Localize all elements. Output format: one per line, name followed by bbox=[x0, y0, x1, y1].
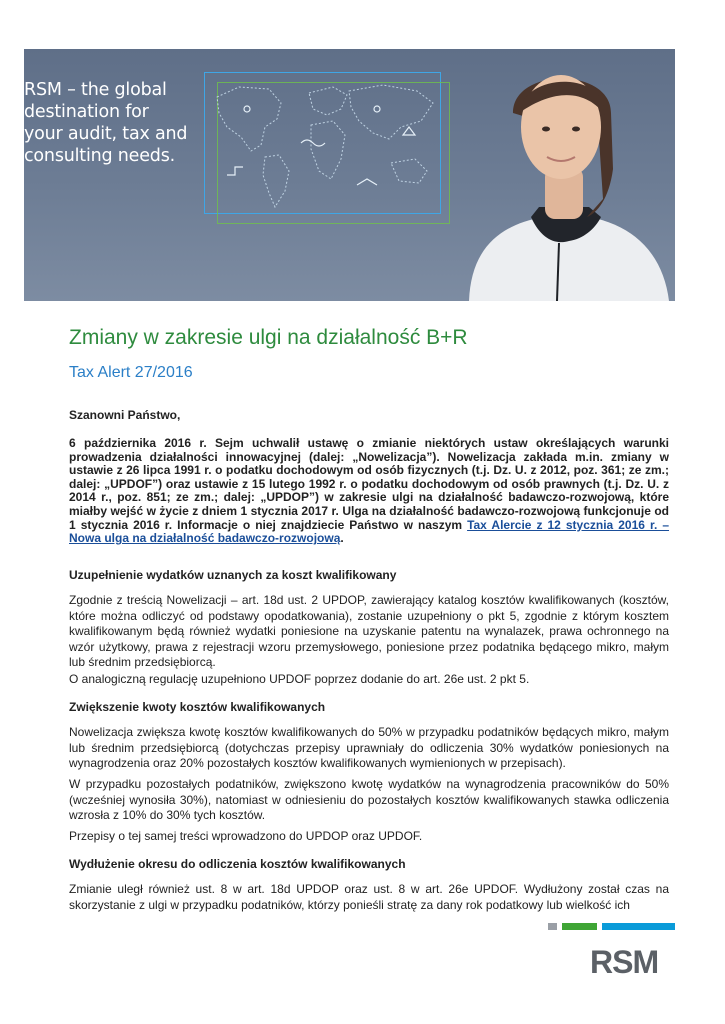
section-paragraph: Przepisy o tej samej treści wprowadzono do UPDOP oraz UPDOF. bbox=[69, 829, 423, 843]
section-paragraph: Zgodnie z treścią Nowelizacji – art. 18d ust. 2 UPDOP, zawierający katalog kosztów kwalifikowanych (kosztów, które można odliczyć od podstawy opodatkowania), zostanie uzupełniony o pkt 5, zgodnie z którym kosztem kwalifikowanym będą również wydatki poniesione na uzyskanie patentu na wynalazek, prawa ochronnego na wzór użytkowy, prawa z rejestracji wzoru przemysłowego, poniesione przez podatnika będącego mikro, małym lub średnim przedsiębiorcą. bbox=[69, 593, 669, 669]
lead-paragraph bbox=[69, 437, 669, 546]
tagline-line: your audit, tax and bbox=[24, 124, 188, 144]
greeting: Szanowni Państwo, bbox=[69, 408, 181, 422]
section-paragraph: W przypadku pozostałych podatników, zwiększono kwotę wydatków na wynagrodzenia pracowników do 50% (wcześniej wynosiła 30%), natomiast w odniesieniu do pozostałych kosztów kwalifikowanych stawka odliczenia wzrosła z 10% do 30% tych kosztów. bbox=[69, 777, 669, 822]
section-heading: Uzupełnienie wydatków uznanych za koszt kwalifikowany bbox=[69, 568, 397, 582]
bar-blue bbox=[602, 923, 675, 930]
banner-tagline bbox=[24, 79, 199, 167]
section-paragraph: Nowelizacja zwiększa kwotę kosztów kwalifikowanych do 50% w przypadku podatników będących mikro, małym lub średnim przedsiębiorcą (dotychczas przepisy uprawniały do odliczenia 30% wydatków poniesionych na wynagrodzenia oraz 20% pozostałych kosztów kwalifikowanych wymienionych w przepisach). bbox=[69, 725, 669, 770]
page-subtitle: Tax Alert 27/2016 bbox=[69, 364, 193, 381]
tax-alert-link[interactable]: Tax Alercie z 12 stycznia 2016 r. – Nowa ulga na działalność badawczo-rozwojową bbox=[69, 517, 670, 546]
tagline-line: RSM – the global bbox=[24, 80, 167, 100]
rsm-logo: RSM bbox=[590, 944, 659, 980]
lead-text: 6 października 2016 r. Sejm uchwalił ustawę o zmianie niektórych ustaw określających warunki prowadzenia działalności innowacyjnej (dalej: „Nowelizacja”). Nowelizacja zakłada m.in. zmiany w ustawie z 26 lipca 1991 r. o podatku dochodowym od osób fizycznych (t.j. Dz. U. z 2012, poz. 361; ze zm.; dalej: „UPDOF”) oraz ustawie z 15 lutego 1992 r. o podatku dochodowym od osób prawnych (t.j. Dz. U. z 2014 r., poz. 851; ze zm.; dalej: „UPDOP”) w zakresie ulgi na działalność badawczo-rozwojową, które miałby wejść w życie z dniem 1 stycznia 2017 r. Ulga na działalność badawczo-rozwojową funkcjonuje od 1 stycznia 2016 r. Informacje o niej znajdziecie Państwo w naszym bbox=[69, 436, 669, 532]
bar-green bbox=[562, 923, 597, 930]
lead-end: . bbox=[340, 531, 344, 546]
tagline-line: consulting needs. bbox=[24, 146, 175, 166]
section-paragraph: Zmianie uległ również ust. 8 w art. 18d UPDOP oraz ust. 8 w art. 26e UPDOF. Wydłużony został czas na skorzystanie z ulgi w przypadku podatników, którzy ponieśli stratę za dany rok podatkowy lub wielkość ich bbox=[69, 882, 669, 912]
section-paragraph: O analogiczną regulację uzupełniono UPDOF poprzez dodanie do art. 26e ust. 2 pkt 5. bbox=[69, 672, 530, 686]
section-heading: Zwiększenie kwoty kosztów kwalifikowanych bbox=[69, 700, 326, 714]
person-photo bbox=[419, 49, 675, 301]
page-title: Zmiany w zakresie ulgi na działalność B+R bbox=[69, 326, 468, 349]
world-map-icon bbox=[207, 75, 443, 215]
header-banner bbox=[24, 49, 675, 301]
bar-gray bbox=[548, 923, 557, 930]
section-heading: Wydłużenie okresu do odliczenia kosztów kwalifikowanych bbox=[69, 857, 406, 871]
tagline-line: destination for bbox=[24, 102, 149, 122]
